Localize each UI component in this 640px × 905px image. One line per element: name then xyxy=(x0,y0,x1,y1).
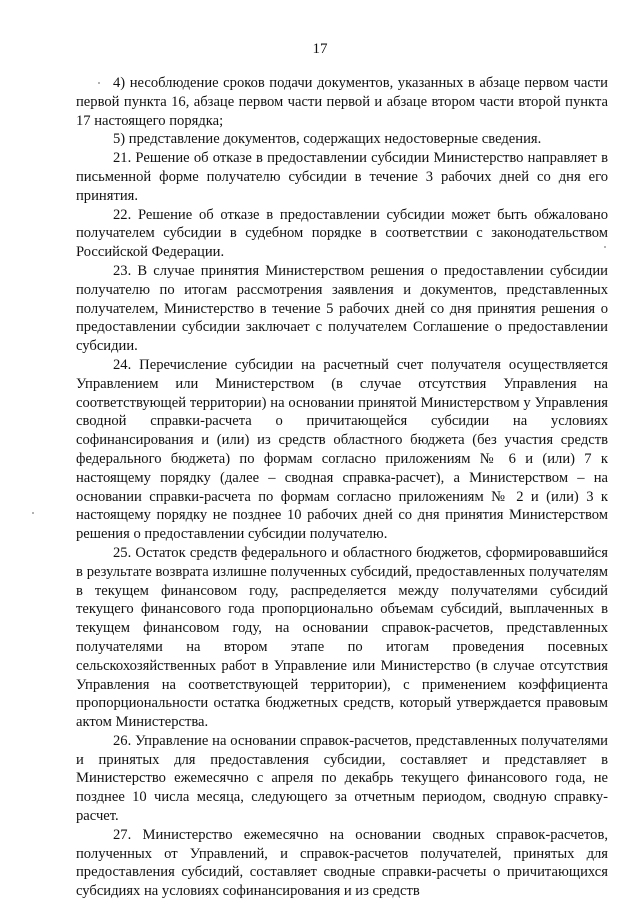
clause-26: 26. Управление на основании справок-расчетов, представленных получателями и принятых для предоставления субсидии, составляет и представляет в Министерство ежемесячно с апреля по декабрь текущего финансового года, не позднее 10 числа месяца, следующего за отчетным периодом, сводную справку-расчет. xyxy=(76,732,608,825)
list-item-4: 4) несоблюдение сроков подачи документов, указанных в абзаце первом части первой пункта 16, абзаце первом части первой и абзаце втором части второй пункта 17 настоящего порядка; xyxy=(76,75,608,129)
document-body xyxy=(76,74,608,901)
clause-22: 22. Решение об отказе в предоставлении субсидии может быть обжаловано получателем субсидии в судебном порядке в соответствии с законодательством Российской Федерации. xyxy=(76,206,608,261)
scan-speck xyxy=(32,512,34,514)
clause-25: 25. Остаток средств федерального и областного бюджетов, сформировавшийся в результате возврата излишне полученных субсидий, предоставленных получателям в текущем финансовом году, распределяется между получателями субсидий текущего финансового года пропорционально объемам субсидий, выплаченных в текущем финансовом году, на основании справок-расчетов, представленных получателями на втором этапе по итогам проведения посевных сельскохозяйственных работ в Управление или Министерство (в случае отсутствия Управления на соответствующей территории), с применением коэффициента пропорциональности остатка бюджетных средств, который утверждается правовым актом Министерства. xyxy=(76,544,608,731)
list-item-5: 5) представление документов, содержащих недостоверные сведения. xyxy=(113,131,542,148)
clause-24: 24. Перечисление субсидии на расчетный счет получателя осуществляется Управлением или Министерством (в случае отсутствия Управления на соответствующей территории) на основании принятой Министерством у Управления сводной справки-расчета о причитающейся субсидии на условиях софинансирования и (или) из средств областного бюджета (без участия средств федерального бюджета) по формам согласно приложениям № 6 и (или) 7 к настоящему порядку (далее – сводная справка-расчет), а Министерством – на основании справки-расчета по формам согласно приложениям № 2 и (или) 3 к настоящему порядку не позднее 10 рабочих дней со дня принятия Министерством решения о предоставлении субсидии получателю. xyxy=(76,356,608,543)
clause-21: 21. Решение об отказе в предоставлении субсидии Министерство направляет в письменной форме получателю субсидии в течение 3 рабочих дней со дня его принятия. xyxy=(76,150,608,204)
clause-23: 23. В случае принятия Министерством решения о предоставлении субсидии получателю по итогам рассмотрения заявления и документов, представленных получателем, Министерство в течение 5 рабочих дней со дня принятия решения о предоставлении субсидии заключает с получателем Соглашение о предоставлении субсидии. xyxy=(76,262,608,355)
page-number: 17 xyxy=(312,41,328,57)
clause-27: 27. Министерство ежемесячно на основании сводных справок-расчетов, полученных от Управлений, и справок-расчетов получателей, принятых для предоставления субсидий, составляет сводные справки-расчеты о причитающихся субсидиях на условиях софинансирования и из средств xyxy=(76,826,608,900)
